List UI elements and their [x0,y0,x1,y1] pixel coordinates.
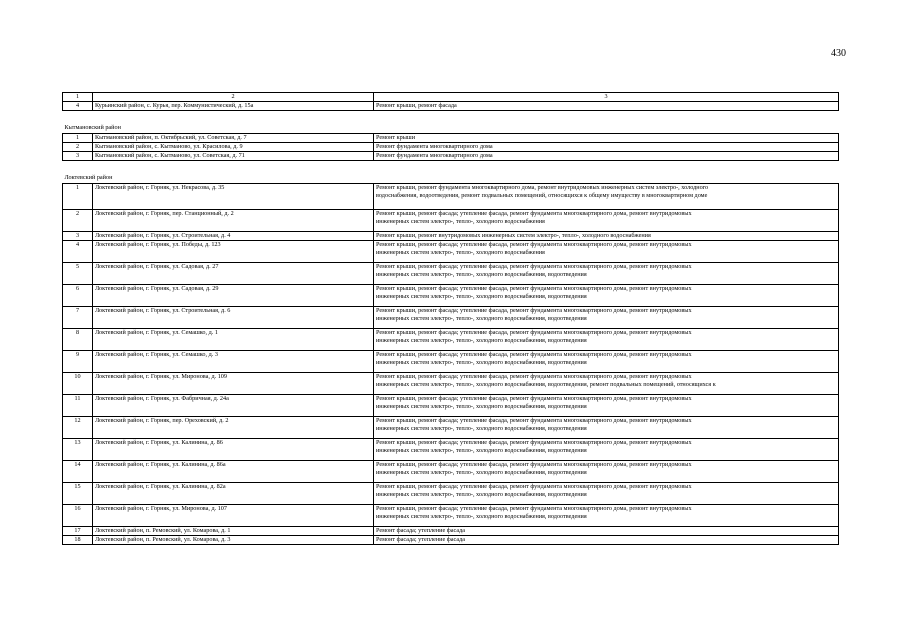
table-row [63,351,839,373]
row-address: Локтевский район, г. Горняк, ул. Фабричная, д. 24а [93,395,374,417]
table-row [63,373,839,395]
row-number: 14 [63,461,93,483]
works-line: Ремонт крыши, ремонт фасада; утепление фасада, ремонт фундамента многоквартирного дома, ремонт внутридомовых [376,351,692,358]
row-address: Локтевский район, г. Горняк, ул. Калинина, д. 86а [93,461,374,483]
table-row [63,134,839,143]
row-address: Локтевский район, п. Ремовский, ул. Комарова, д. 1 [93,527,374,536]
row-works [374,351,839,373]
row-number: 6 [63,285,93,307]
row-address: Локтевский район, г. Горняк, ул. Победы, д. 123 [93,241,374,263]
table-row [63,232,839,241]
row-works [374,134,839,143]
row-number: 11 [63,395,93,417]
row-works [374,241,839,263]
row-works [374,143,839,152]
table-row [63,210,839,232]
header-col-2: 2 [93,93,374,102]
row-address: Локтевский район, г. Горняк, ул. Садовая, д. 27 [93,263,374,285]
row-address: Кытмановский район, п. Октябрьский, ул. Советская, д. 7 [93,134,374,143]
row-address: Локтевский район, г. Горняк, ул. Семашко, д. 1 [93,329,374,351]
row-number: 3 [63,152,93,161]
works-line: Ремонт крыши, ремонт фасада; утепление фасада, ремонт фундамента многоквартирного дома, ремонт внутридомовых [376,505,692,512]
row-works [374,439,839,461]
row-number: 4 [63,241,93,263]
row-works [374,184,839,210]
row-address: Локтевский район, г. Горняк, ул. Строительная, д. 4 [93,232,374,241]
works-line: инженерных систем электро-, тепло-, холодного водоснабжения, водоотведения, ремонт подвальных помещений, относящихся к [376,381,716,388]
works-line: инженерных систем электро-, тепло-, холодного водоснабжения, водоотведения [376,403,587,410]
table-row [63,395,839,417]
row-address: Локтевский район, г. Горняк, ул. Некрасова, д. 35 [93,184,374,210]
section-header-row [63,111,839,134]
works-line: инженерных систем электро-, тепло-, холодного водоснабжения, водоотведения [376,513,587,520]
row-number: 8 [63,329,93,351]
works-line: инженерных систем электро-, тепло-, холодного водоснабжения [376,218,545,225]
table-row [63,417,839,439]
works-line: инженерных систем электро-, тепло-, холодного водоснабжения, водоотведения [376,315,587,322]
row-address: Локтевский район, г. Горняк, ул. Миронова, д. 109 [93,373,374,395]
row-works [374,505,839,527]
row-number: 1 [63,134,93,143]
row-address: Локтевский район, п. Ремовский, ул. Комарова, д. 3 [93,536,374,545]
works-line: инженерных систем электро-, тепло-, холодного водоснабжения, водоотведения [376,337,587,344]
works-line: Ремонт крыши, ремонт фасада; утепление фасада, ремонт фундамента многоквартирного дома, ремонт внутридомовых [376,373,692,380]
row-works [374,395,839,417]
row-number: 10 [63,373,93,395]
table-row [63,439,839,461]
row-works [374,329,839,351]
works-line: инженерных систем электро-, тепло-, холодного водоснабжения [376,249,545,256]
works-line: Ремонт фундамента многоквартирного дома [376,143,493,150]
row-works [374,307,839,329]
works-line: инженерных систем электро-, тепло-, холодного водоснабжения, водоотведения [376,271,587,278]
row-number: 7 [63,307,93,329]
row-number: 9 [63,351,93,373]
row-address: Локтевский район, г. Горняк, ул. Калинина, д. 86 [93,439,374,461]
works-line: Ремонт крыши, ремонт фундамента многоквартирного дома, ремонт внутридомовых инженерных систем электро-, холодного [376,184,709,191]
row-works [374,152,839,161]
row-number: 2 [63,143,93,152]
works-line: инженерных систем электро-, тепло-, холодного водоснабжения, водоотведения [376,491,587,498]
table-row [63,483,839,505]
row-number: 17 [63,527,93,536]
works-line: водоснабжения, водоотведения, ремонт подвальных помещений, относящихся к общему имуществу в многоквартирном доме [376,192,708,199]
table-header-row [63,93,839,102]
repair-table [62,92,839,545]
header-col-1: 1 [63,93,93,102]
row-address: Локтевский район, г. Горняк, ул. Семашко, д. 3 [93,351,374,373]
row-address: Курьинский район, с. Курья, пер. Коммунистический, д. 15а [93,102,374,111]
row-number: 18 [63,536,93,545]
row-address: Локтевский район, г. Горняк, ул. Строительная, д. 6 [93,307,374,329]
row-works [374,285,839,307]
works-line: Ремонт крыши, ремонт фасада; утепление фасада, ремонт фундамента многоквартирного дома, ремонт внутридомовых [376,307,692,314]
works-line: Ремонт крыши, ремонт фасада; утепление фасада, ремонт фундамента многоквартирного дома, ремонт внутридомовых [376,483,692,490]
works-line: Ремонт крыши, ремонт фасада; утепление фасада, ремонт фундамента многоквартирного дома, ремонт внутридомовых [376,263,692,270]
row-address: Локтевский район, г. Горняк, ул. Миронова, д. 107 [93,505,374,527]
row-works [374,461,839,483]
row-number: 4 [63,102,93,111]
row-number: 1 [63,184,93,210]
table-row [63,329,839,351]
table-row [63,263,839,285]
row-works [374,373,839,395]
row-address: Локтевский район, г. Горняк, пер. Ореховский, д. 2 [93,417,374,439]
row-number: 15 [63,483,93,505]
works-line: Ремонт крыши, ремонт фасада; утепление фасада, ремонт фундамента многоквартирного дома, ремонт внутридомовых [376,329,692,336]
row-works [374,210,839,232]
table-row [63,102,839,111]
works-line: Ремонт фундамента многоквартирного дома [376,152,493,159]
row-number: 16 [63,505,93,527]
works-line: Ремонт крыши, ремонт фасада; утепление фасада, ремонт фундамента многоквартирного дома, ремонт внутридомовых [376,417,692,424]
works-line: Ремонт крыши, ремонт внутридомовых инженерных систем электро-, тепло-, холодного водоснабжения [376,232,651,239]
section-header-row [63,161,839,184]
row-number: 2 [63,210,93,232]
table-row [63,241,839,263]
row-works [374,102,839,111]
works-line: Ремонт крыши, ремонт фасада; утепление фасада, ремонт фундамента многоквартирного дома, ремонт внутридомовых [376,395,692,402]
table-row [63,461,839,483]
table-row [63,536,839,545]
works-line: Ремонт крыши [376,134,416,141]
table-row [63,527,839,536]
works-line: Ремонт крыши, ремонт фасада; утепление фасада, ремонт фундамента многоквартирного дома, ремонт внутридомовых [376,461,692,468]
works-line: Ремонт крыши, ремонт фасада; утепление фасада, ремонт фундамента многоквартирного дома, ремонт внутридомовых [376,439,692,446]
table-row [63,307,839,329]
row-number: 13 [63,439,93,461]
row-works [374,232,839,241]
table-row [63,285,839,307]
row-address: Локтевский район, г. Горняк, пер. Станционный, д. 2 [93,210,374,232]
row-number: 12 [63,417,93,439]
works-line: Ремонт крыши, ремонт фасада; утепление фасада, ремонт фундамента многоквартирного дома, ремонт внутридомовых [376,210,692,217]
table-row [63,143,839,152]
works-line: Ремонт крыши, ремонт фасада; утепление фасада, ремонт фундамента многоквартирного дома, ремонт внутридомовых [376,241,692,248]
works-line: инженерных систем электро-, тепло-, холодного водоснабжения, водоотведения [376,293,587,300]
works-line: Ремонт крыши, ремонт фасада; утепление фасада, ремонт фундамента многоквартирного дома, ремонт внутридомовых [376,285,692,292]
section-title: Кытмановский район [63,111,839,134]
row-works [374,527,839,536]
page-number: 430 [831,48,846,59]
works-line: Ремонт крыши, ремонт фасада [376,102,457,109]
table-row [63,505,839,527]
row-address: Локтевский район, г. Горняк, ул. Садовая, д. 29 [93,285,374,307]
section-title: Локтевский район [63,161,839,184]
works-line: Ремонт фасада; утепление фасада [376,527,465,534]
works-line: инженерных систем электро-, тепло-, холодного водоснабжения, водоотведения [376,447,587,454]
row-works [374,483,839,505]
row-number: 3 [63,232,93,241]
header-col-3: 3 [374,93,839,102]
works-line: инженерных систем электро-, тепло-, холодного водоснабжения, водоотведения [376,425,587,432]
row-works [374,536,839,545]
row-number: 5 [63,263,93,285]
works-line: инженерных систем электро-, тепло-, холодного водоснабжения, водоотведения [376,469,587,476]
row-works [374,417,839,439]
row-works [374,263,839,285]
table-row [63,152,839,161]
works-line: Ремонт фасада; утепление фасада [376,536,465,543]
works-line: инженерных систем электро-, тепло-, холодного водоснабжения, водоотведения [376,359,587,366]
table-row [63,184,839,210]
row-address: Кытмановский район, с. Кытманово, ул. Красилова, д. 9 [93,143,374,152]
row-address: Локтевский район, г. Горняк, ул. Калинина, д. 82а [93,483,374,505]
row-address: Кытмановский район, с. Кытманово, ул. Советская, д. 71 [93,152,374,161]
